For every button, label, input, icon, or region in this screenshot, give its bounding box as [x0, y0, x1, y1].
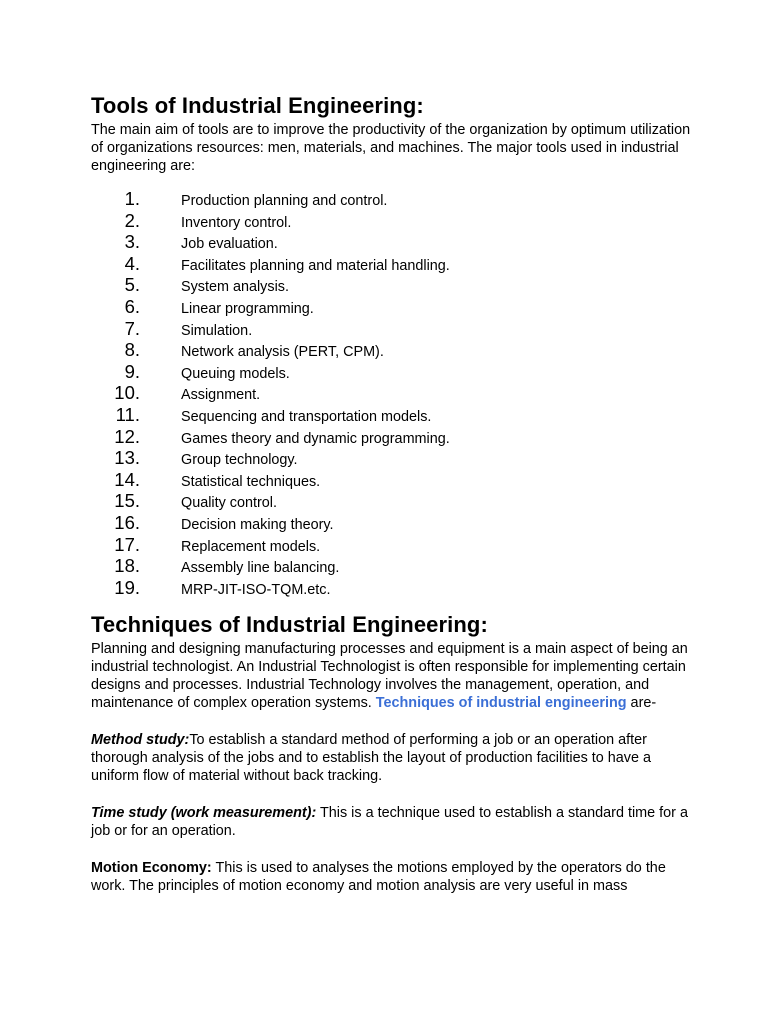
list-item-text: Facilitates planning and material handling. [181, 257, 450, 274]
list-item-text: System analysis. [181, 279, 289, 296]
list-item [91, 296, 691, 318]
list-item [91, 404, 691, 426]
list-item-number: 8. [124, 339, 140, 361]
list-item [91, 490, 691, 512]
list-item-number: 15. [114, 490, 140, 512]
list-item-number: 12. [114, 425, 140, 447]
list-item-text: Production planning and control. [181, 193, 388, 209]
list-item [91, 534, 691, 556]
list-item-text: Inventory control. [181, 214, 292, 231]
list-item-number: 6. [124, 295, 140, 317]
list-item-number: 3. [124, 231, 140, 253]
list-item-number: 14. [114, 468, 140, 490]
list-item-number: 9. [124, 360, 140, 382]
techniques-heading: Techniques of Industrial Engineering: [91, 612, 488, 638]
list-item-number: 7. [124, 317, 140, 339]
list-item [91, 361, 691, 383]
tools-list [91, 188, 691, 598]
time-study-term: Time study (work measurement): [91, 805, 317, 822]
motion-economy-text: This is used to analyses the motions employed by the operators do the work. The principles of motion economy and motion analysis are very useful in mass [91, 860, 666, 895]
method-study-paragraph [91, 731, 691, 785]
method-study-text: To establish a standard method of performing a job or an operation after thorough analysis of the jobs and to establish the layout of production facilities to have a uniform flow of material without back tracking. [91, 732, 651, 785]
list-item [91, 426, 691, 448]
list-item-text: Sequencing and transportation models. [181, 408, 432, 425]
list-item-text: Statistical techniques. [181, 473, 321, 490]
list-item-text: Simulation. [181, 322, 253, 339]
list-item-text: Queuing models. [181, 365, 290, 382]
list-item-text: Network analysis (PERT, CPM). [181, 344, 384, 361]
motion-economy-term: Motion Economy: [91, 860, 212, 877]
method-study-term: Method study: [91, 732, 190, 749]
list-item [91, 231, 691, 253]
list-item [91, 274, 691, 296]
list-item-text: Assembly line balancing. [181, 560, 340, 577]
list-item-text: Games theory and dynamic programming. [181, 430, 450, 447]
list-item-number: 10. [114, 382, 140, 404]
list-item-number: 19. [114, 576, 140, 598]
list-item [91, 555, 691, 577]
techniques-link[interactable]: Techniques of industrial engineering [375, 695, 627, 712]
list-item-text: Linear programming. [181, 300, 314, 317]
list-item-text: Job evaluation. [181, 236, 278, 253]
list-item-number: 17. [114, 533, 140, 555]
list-item-number: 11. [115, 403, 140, 425]
list-item-number: 1. [124, 188, 140, 209]
list-item-number: 4. [124, 252, 140, 274]
list-item [91, 577, 691, 599]
list-item [91, 469, 691, 491]
list-item-number: 18. [114, 555, 140, 577]
time-study-text: This is a technique used to establish a standard time for a job or for an operation. [91, 805, 688, 840]
tools-heading: Tools of Industrial Engineering: [91, 93, 424, 118]
list-item [91, 447, 691, 469]
list-item [91, 382, 691, 404]
time-study-paragraph [91, 804, 691, 840]
list-item [91, 339, 691, 361]
list-item-text: Quality control. [181, 495, 277, 512]
list-item-number: 2. [124, 209, 140, 231]
document-page [91, 93, 691, 895]
list-item-number: 5. [124, 274, 140, 296]
list-item-text: Replacement models. [181, 538, 321, 555]
techniques-intro [91, 640, 691, 712]
list-item [91, 512, 691, 534]
list-item [91, 210, 691, 232]
list-item-number: 16. [114, 511, 140, 533]
tools-intro: The main aim of tools are to improve the productivity of the organization by optimum utilization of organizations resources: men, materials, and machines. The major tools used in industrial engineering are: [91, 122, 691, 174]
list-item [91, 253, 691, 275]
list-item-text: Group technology. [181, 452, 298, 469]
list-item-text: Assignment. [181, 387, 261, 404]
list-item-number: 13. [114, 447, 140, 469]
list-item-text: Decision making theory. [181, 516, 334, 533]
list-item-text: MRP-JIT-ISO-TQM.etc. [181, 581, 331, 598]
list-item [91, 188, 691, 210]
list-item [91, 318, 691, 340]
motion-economy-paragraph [91, 859, 691, 895]
techniques-link-suffix: are- [626, 695, 657, 712]
techniques-intro-text: Planning and designing manufacturing processes and equipment is a main aspect of being an industrial technologist. An Industrial Technologist is often responsible for implementing certain designs and processes. Industrial Technology involves the management, operation, and maintenance of complex operation systems. [91, 641, 688, 712]
